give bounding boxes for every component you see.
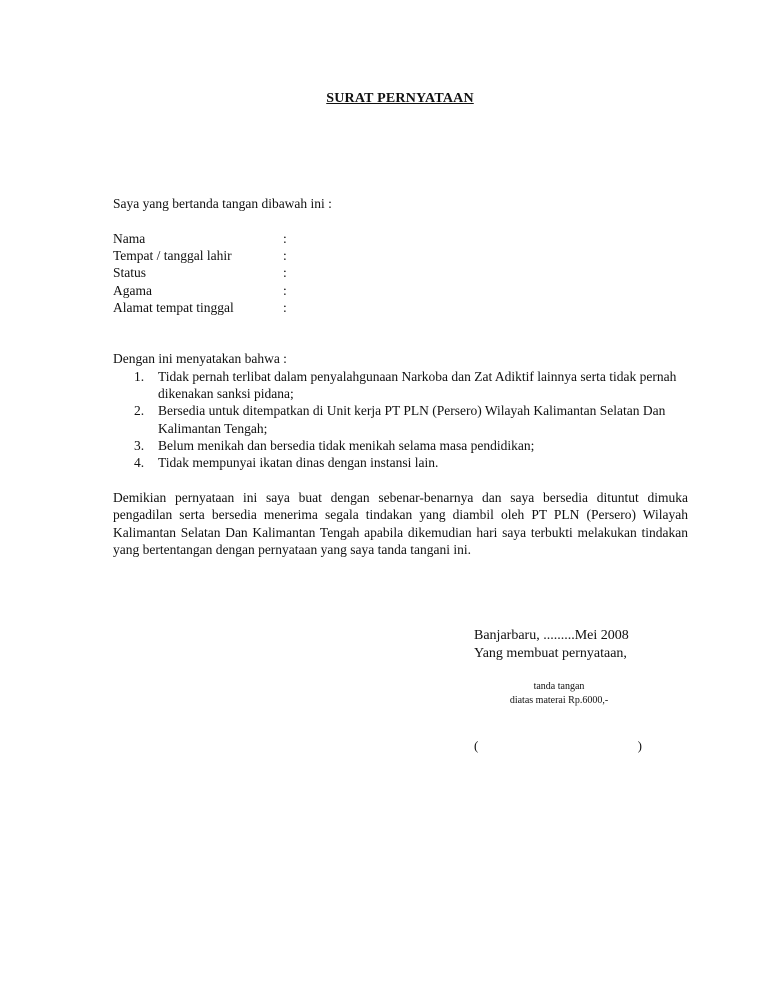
field-row-tempat-tanggal-lahir: [113, 247, 313, 264]
field-colon: :: [283, 282, 287, 298]
stamp-note-line: tanda tangan: [533, 681, 585, 692]
close-paren: ): [637, 738, 642, 753]
list-item: [113, 368, 688, 402]
field-colon: :: [283, 231, 287, 246]
list-number: 4.: [134, 455, 145, 471]
list-number: 1.: [134, 369, 145, 384]
list-item: [113, 437, 688, 454]
field-row-agama: [113, 282, 313, 299]
field-label: Tempat / tanggal lahir: [113, 248, 232, 264]
statement-intro: Dengan ini menyatakan bahwa :: [113, 351, 287, 366]
field-colon: :: [283, 265, 287, 281]
field-colon: :: [283, 248, 287, 264]
list-text: Tidak pernah terlibat dalam penyalahgunaan Narkoba dan Zat Adiktif lainnya serta tidak pernah dikenakan sanksi pidana;: [158, 369, 677, 402]
list-number: 2.: [134, 403, 145, 419]
field-label: Nama: [113, 231, 146, 246]
identity-fields: [113, 230, 313, 316]
page-title: SURAT PERNYATAAN: [326, 91, 474, 106]
list-text: Tidak mempunyai ikatan dinas dengan instansi lain.: [158, 455, 439, 471]
stamp-note: [474, 680, 644, 708]
signer-caption: Yang membuat pernyataan,: [474, 646, 627, 661]
statement-list: [113, 368, 688, 471]
closing-paragraph: Demikian pernyataan ini saya buat dengan sebenar-benarnya dan saya bersedia dituntut dimuka pengadilan serta bersedia menerima segala tindakan yang diambil oleh PT PLN (Persero) Wilayah Kalimantan Selatan Dan Kalimantan Tengah apabila dikemudian hari saya terbukti melakukan tindakan yang bertentangan dengan pernyataan yang saya tanda tangani ini.: [113, 490, 688, 558]
list-text: Bersedia untuk ditempatkan di Unit kerja PT PLN (Persero) Wilayah Kalimantan Selatan Dan Kalimantan Tengah;: [158, 403, 666, 436]
open-paren: (: [474, 738, 479, 753]
field-label: Agama: [113, 282, 152, 298]
field-row-nama: [113, 230, 313, 247]
list-item: [113, 454, 688, 471]
stamp-note-line: diatas materai Rp.6000,-: [509, 695, 609, 706]
intro-text: Saya yang bertanda tangan dibawah ini :: [113, 196, 332, 211]
field-label: Alamat tempat tinggal: [113, 299, 234, 315]
list-number: 3.: [134, 437, 145, 453]
list-text: Belum menikah dan bersedia tidak menikah selama masa pendidikan;: [158, 437, 535, 453]
field-label: Status: [113, 265, 147, 281]
field-colon: :: [283, 299, 287, 315]
field-row-status: [113, 264, 313, 281]
place-date: Banjarbaru, .........Mei 2008: [474, 628, 629, 643]
signature-name-placeholder: [474, 738, 642, 754]
list-item: [113, 402, 688, 436]
field-row-alamat: [113, 299, 313, 316]
